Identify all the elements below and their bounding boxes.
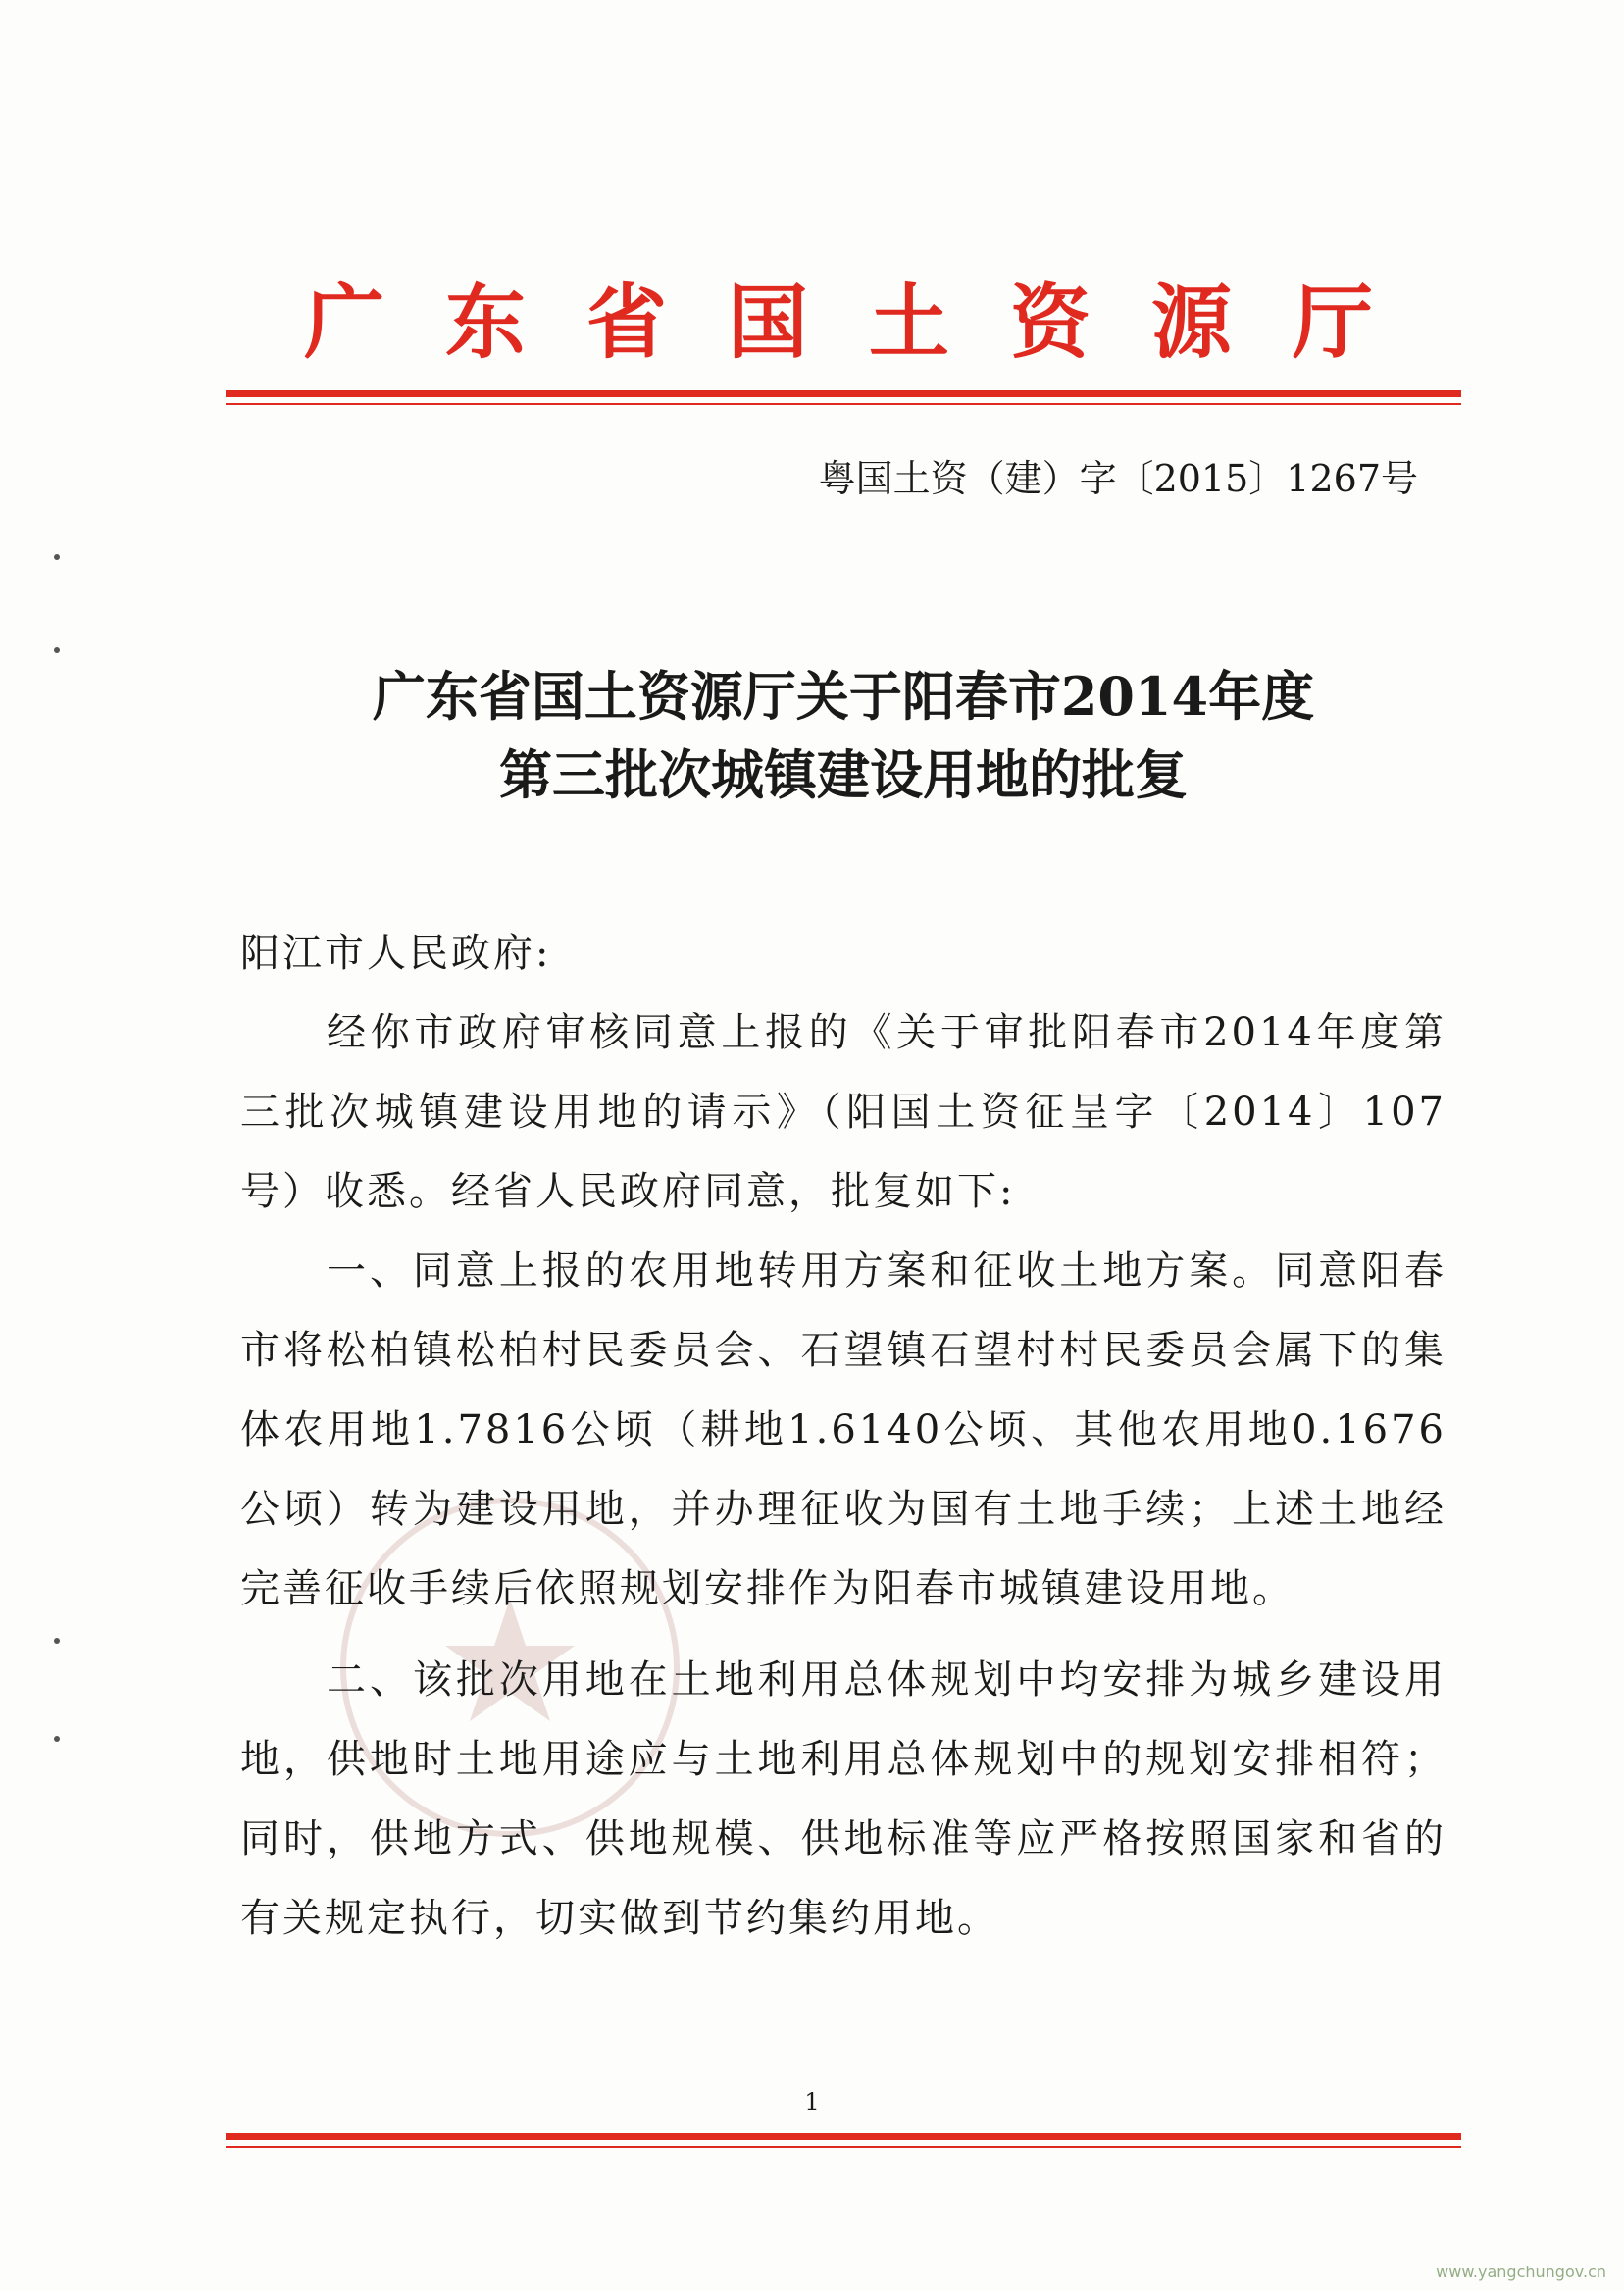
body-paragraph: 二、该批次用地在土地利用总体规划中均安排为城乡建设用地，供地时土地用途应与土地利用总体规划中的规划安排相符；同时，供地方式、供地规模、供地标准等应严格按照国家和省的有关规定执行，切实做到节约集约用地。 — [240, 1657, 1446, 1941]
letterhead-rule — [226, 390, 1461, 397]
footer-rule-thin — [226, 2146, 1461, 2148]
addressee: 阳江市人民政府: — [240, 931, 552, 976]
binding-mark — [54, 554, 60, 560]
title-line-2: 第三批次城镇建设用地的批复 — [499, 743, 1188, 806]
footer-rule — [226, 2133, 1461, 2140]
page-number: 1 — [804, 2088, 820, 2115]
document-title — [226, 657, 1461, 814]
agency-letterhead: 广东省国土资源厅 — [304, 277, 1373, 370]
site-watermark: www.yangchungov.cn — [1436, 2263, 1606, 2281]
title-line-1: 广东省国土资源厅关于阳春市2014年度 — [372, 665, 1315, 728]
document-body — [240, 914, 1446, 1959]
document-number: 粤国土资（建）字〔2015〕1267号 — [818, 457, 1418, 500]
binding-mark — [54, 647, 60, 653]
body-paragraph: 经你市政府审核同意上报的《关于审批阳春市2014年度第三批次城镇建设用地的请示》（阳国土资征呈字〔2014〕107号）收悉。经省人民政府同意，批复如下: — [240, 1010, 1446, 1214]
binding-mark — [54, 1736, 60, 1742]
letterhead-rule-thin — [226, 403, 1461, 405]
binding-mark — [54, 1638, 60, 1644]
body-paragraph: 一、同意上报的农用地转用方案和征收土地方案。同意阳春市将松柏镇松柏村民委员会、石望镇石望村村民委员会属下的集体农用地1.7816公顷（耕地1.6140公顷、其他农用地0.1676公顷）转为建设用地，并办理征收为国有土地手续；上述土地经完善征收手续后依照规划安排作为阳春市城镇建设用地。 — [240, 1248, 1446, 1611]
